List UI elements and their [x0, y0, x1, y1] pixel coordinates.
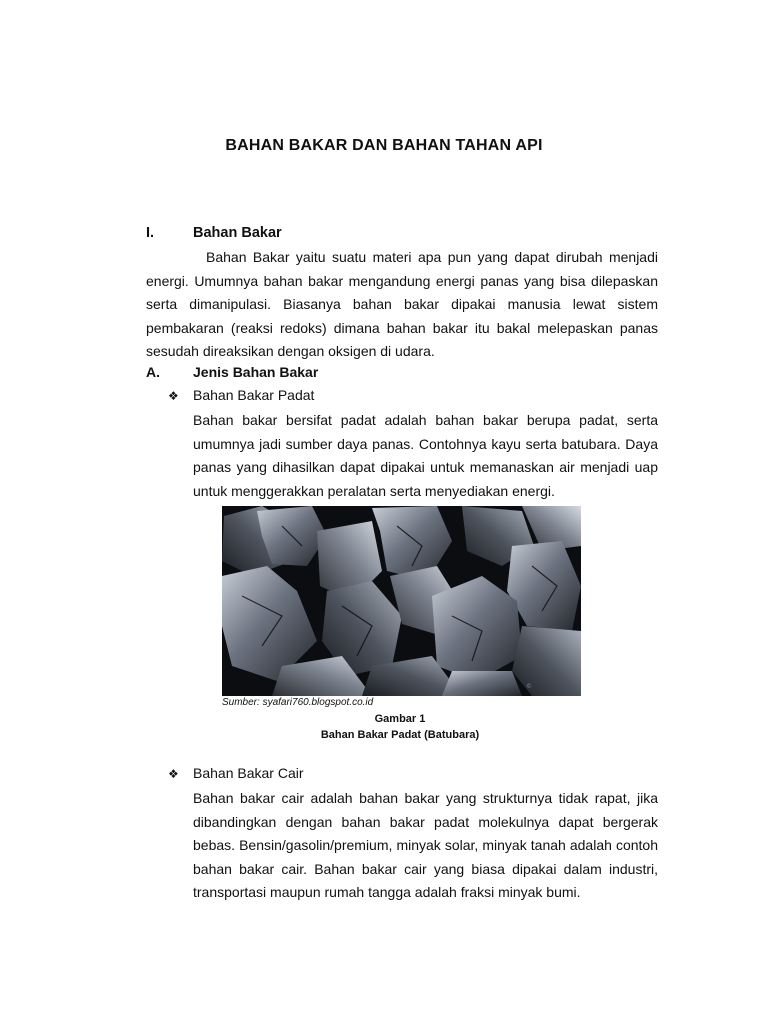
figure-title: Bahan Bakar Padat (Batubara) [320, 729, 480, 741]
subsection-heading [146, 364, 318, 380]
subsection-title: Jenis Bahan Bakar [193, 364, 319, 380]
solid-fuel-paragraph: Bahan bakar bersifat padat adalah bahan bakar berupa padat, serta umumnya jadi sumber daya panas. Contohnya kayu serta batubara. Daya panas yang dihasilkan dapat dipakai untuk memanaskan air menjadi uap untuk menggerakkan peralatan serta menyediakan energi. [193, 412, 658, 499]
subsection-number: A. [146, 364, 160, 380]
list-item-liquid-fuel [168, 765, 304, 781]
svg-text:©: © [526, 683, 532, 690]
diamond-bullet-icon: ❖ [168, 767, 179, 781]
figure-source: Sumber: syafari760.blogspot.co.id [222, 697, 374, 708]
section-number: I. [146, 225, 155, 241]
section-heading [146, 225, 282, 241]
list-item-title: Bahan Bakar Padat [193, 387, 315, 403]
figure-caption [0, 711, 768, 743]
page-title: BAHAN BAKAR DAN BAHAN TAHAN API [225, 137, 543, 154]
section-intro-paragraph: Bahan Bakar yaitu suatu materi apa pun yang dapat dirubah menjadi energi. Umumnya bahan bakar mengandung energi panas yang bisa dilepaskan serta dimanipulasi. Biasanya bahan bakar dipakai manusia lewat sistem pembakaran (reaksi redoks) dimana bahan bakar itu bakal melepaskan panas sesudah direaksikan dengan oksigen di udara. [146, 249, 658, 359]
coal-photo [222, 506, 581, 696]
list-item-title: Bahan Bakar Cair [193, 765, 304, 781]
liquid-fuel-paragraph: Bahan bakar cair adalah bahan bakar yang strukturnya tidak rapat, jika dibandingkan dengan bahan bakar padat molekulnya dapat bergerak bebas. Bensin/gasolin/premium, minyak solar, minyak tanah adalah contoh bahan bakar cair. Bahan bakar cair yang biasa dipakai dalam industri, transportasi maupun rumah tangga adalah fraksi minyak bumi. [193, 790, 658, 900]
figure-label: Gambar 1 [374, 713, 426, 725]
diamond-bullet-icon: ❖ [168, 389, 179, 403]
coal-photo-illustration [222, 506, 581, 696]
list-item-solid-fuel [168, 387, 314, 403]
section-title: Bahan Bakar [193, 225, 282, 241]
